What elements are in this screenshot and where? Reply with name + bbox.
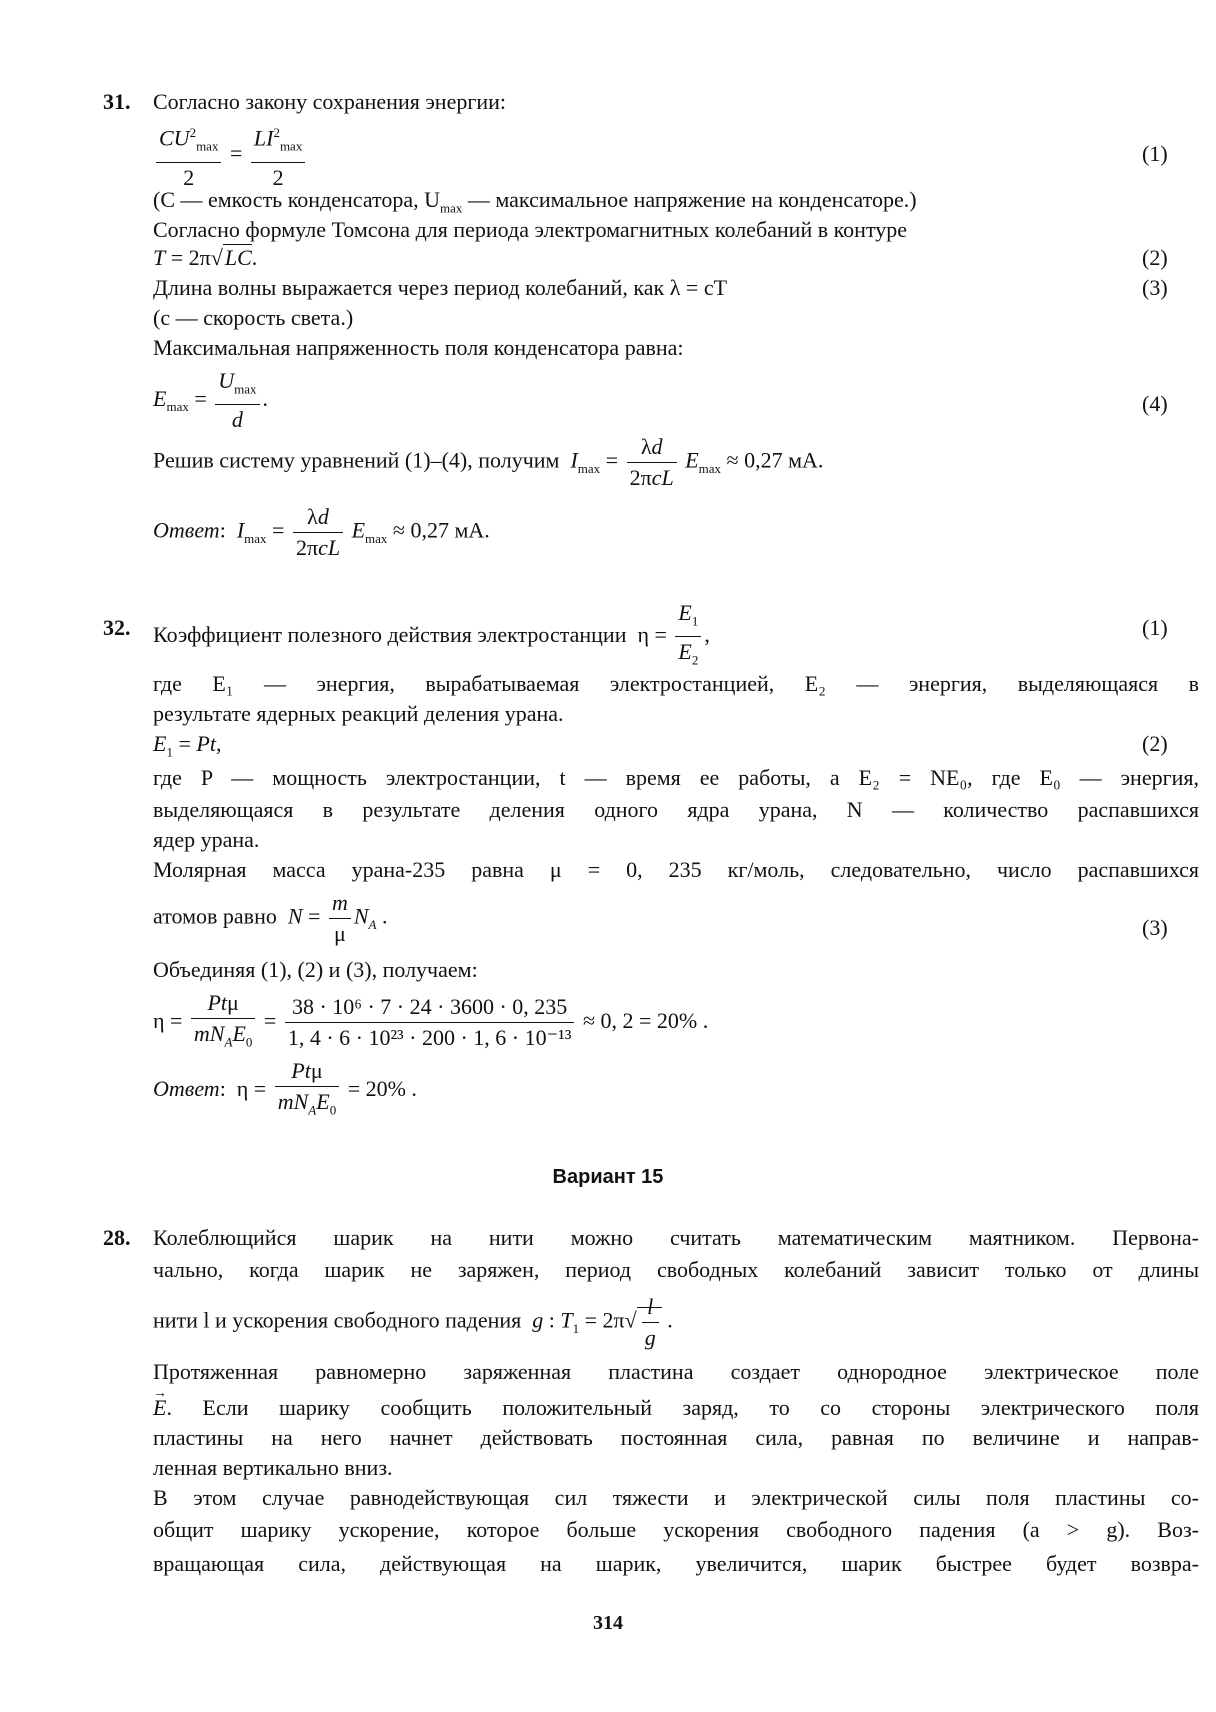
p31-eq-ref-2: (2): [1142, 245, 1168, 270]
p32-line7: Молярная масса урана-235 равна μ = 0, 235 кг/моль, следовательно, число распавшихся: [153, 857, 1199, 882]
p31-line2: (C — емкость конденсатора, $U_{max}$ — максимальное напряжение на конденсаторе.): [153, 187, 917, 216]
p32-line2: где E₁ — энергия, вырабатываемая электростанцией, E₂ — энергия, выделяющаяся в: [153, 671, 1199, 696]
p31-line5: (c — скорость света.): [153, 305, 354, 330]
p31-line4: Длина волны выражается через период колебаний, как λ = cT: [153, 275, 728, 300]
p28-line8: В этом случае равнодействующая сил тяжести и электрической силы поля пластины со-: [153, 1485, 1199, 1510]
page-number: 314: [593, 1612, 623, 1634]
p32-eq-ref-2: (2): [1142, 731, 1168, 756]
p32-line9: Объединяя (1), (2) и (3), получаем:: [153, 957, 478, 982]
problem-28-number: 28.: [103, 1225, 131, 1250]
p28-line4: Протяженная равномерно заряженная пластина создает однородное электрическое поле: [153, 1359, 1199, 1384]
p32-eq-ref-1: (1): [1142, 615, 1168, 640]
p28-line5: → E. Если шарику сообщить положительный заряд, то со стороны электрического поля: [153, 1394, 1199, 1422]
variant-heading: Вариант 15: [552, 1166, 664, 1188]
p31-line3: Согласно формуле Томсона для периода электромагнитных колебаний в контуре: [153, 217, 908, 242]
p32-answer: Ответ: η = $\frac{\text{Ptμ}}{mN_AE_0}$ = 20% .: [153, 1056, 417, 1125]
p32-line5: выделяющаяся в результате деления одного ядра урана, N — количество распавшихся: [153, 797, 1199, 822]
p32-calculation: η = $\frac{\text{Ptμ}}{mN_AE_0}$ = $\frac{\text{38 · 10⁶ · 7 · 24 · 3600 · 0, 235}}{\text{1, 4 · 6 · 10²³ · 200 · 1, 6 · 10⁻¹³}}$ ≈ 0, 2 = 20% .: [153, 988, 708, 1057]
p31-line6: Максимальная напряженность поля конденсатора равна:: [153, 335, 684, 360]
p28-line9: общит шарику ускорение, которое больше ускорения свободного падения (a > g). Воз-: [153, 1517, 1199, 1542]
problem-31-number: 31.: [103, 89, 131, 114]
problem-32-number: 32.: [103, 615, 131, 640]
p28-line10: вращающая сила, действующая на шарик, увеличится, шарик быстрее будет возвра-: [153, 1551, 1199, 1576]
p31-energy-equation: $\frac{CU^2_{max}}{2}$ = $\frac{LI^2_{max}}{2}$: [153, 118, 308, 193]
p31-eq-ref-4: (4): [1142, 391, 1168, 416]
p32-line4: где P — мощность электростанции, t — время ее работы, а E₂ = NE₀, где E₀ — энергия,: [153, 765, 1199, 790]
p28-line7: ленная вертикально вниз.: [153, 1455, 393, 1480]
p31-emax-formula: $E_{max}$ = $\frac{U_{max}}{d}$ .: [153, 366, 268, 435]
p31-answer: Ответ: $I_{max}$ = $\frac{\lambda d}{\text{2πcL}}$ $E_{max} \approx 0,27$ мА.: [153, 502, 490, 563]
p32-line3: результате ядерных реакций деления урана.: [153, 701, 564, 726]
p32-line6: ядер урана.: [153, 827, 260, 852]
p32-e1-formula: $E_1 = Pt$,: [153, 731, 222, 760]
p31-line1: Согласно закону сохранения энергии:: [153, 89, 507, 114]
p31-eq-ref-3: (3): [1142, 275, 1168, 300]
p32-line1: Коэффициент полезного действия электростанции η = $\frac{E_1}{E_2}$ ,: [153, 598, 710, 676]
p31-thomson-formula: T = 2π√LC.: [153, 245, 258, 270]
p28-line2: чально, когда шарик не заряжен, период свободных колебаний зависит только от длины: [153, 1257, 1199, 1282]
p32-line8: атомов равно N = $\frac{m}{\mu}$ $N_A$ .: [153, 888, 387, 949]
p32-eq-ref-3: (3): [1142, 915, 1168, 940]
p28-line1: Колеблющийся шарик на нити можно считать математическим маятником. Первона-: [153, 1225, 1199, 1250]
p28-line6: пластины на него начнет действовать постоянная сила, равная по величине и направ-: [153, 1425, 1199, 1450]
p31-solution-line: Решив систему уравнений (1)–(4), получим $I_{max}$ = $\frac{\lambda d}{\text{2πcL}}$ $E_{max} \approx 0,27$ мА.: [153, 432, 823, 493]
p28-line3: нити l и ускорения свободного падения g : $T_1 = 2\pi√$ $\frac{l}{g}$ .: [153, 1292, 673, 1353]
p31-eq-ref-1: (1): [1142, 141, 1168, 166]
